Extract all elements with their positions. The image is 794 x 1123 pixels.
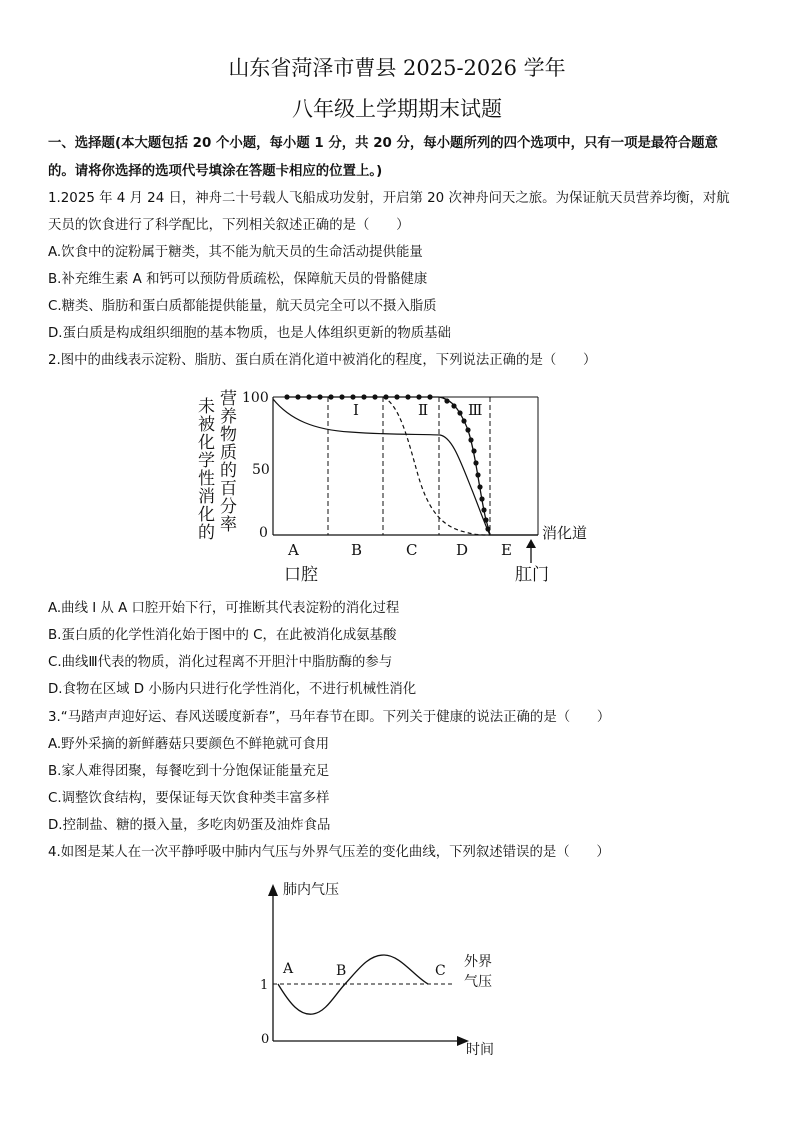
curve-label-ii: Ⅱ — [418, 401, 429, 419]
curve-dotted — [287, 397, 490, 535]
y-axis-label: 肺内气压 — [283, 882, 339, 898]
curve-label-iii: Ⅲ — [468, 401, 483, 419]
question-3-stem: 3.“马踏声声迎好运、春风送暖度新春”，马年春节在即。下列关于健康的说法正确的是（ ） — [48, 710, 611, 725]
page-title-line1: 山东省菏泽市曹县 2025-2026 学年 — [228, 56, 566, 80]
region-label-c: C — [406, 541, 418, 559]
y-tick-0: 0 — [261, 1032, 270, 1047]
digestion-figure — [190, 385, 610, 585]
y-axis-arrow — [268, 884, 278, 896]
x-axis-label: 时间 — [466, 1042, 494, 1058]
question-2-option-a: A.曲线 I 从 A 口腔开始下行，可推断其代表淀粉的消化过程 — [48, 601, 400, 616]
digestion-ylabel-col1: 未被化学性消化的 — [194, 397, 214, 541]
breathing-figure — [250, 876, 510, 1066]
anus-label: 肛门 — [515, 565, 549, 585]
curve-dotted-markers — [284, 394, 490, 531]
region-label-a: A — [288, 541, 299, 559]
curve-label-i: I — [353, 401, 359, 419]
digestion-ylabel-col2: 营养物质的百分率 — [216, 389, 236, 533]
point-label-c: C — [435, 963, 446, 979]
region-label-b: B — [351, 541, 363, 559]
region-label-e: E — [501, 541, 512, 559]
question-2-option-d: D.食物在区域 D 小肠内只进行化学性消化，不进行机械性消化 — [48, 682, 417, 697]
curve-solid — [273, 399, 490, 535]
question-3-option-b: B.家人难得团聚，每餐吃到十分饱保证能量充足 — [48, 764, 330, 779]
question-1-option-d: D.蛋白质是构成组织细胞的基本物质，也是人体组织更新的物质基础 — [48, 326, 451, 341]
question-3-option-c: C.调整饮食结构，要保证每天饮食种类丰富多样 — [48, 791, 330, 806]
question-2-option-b: B.蛋白质的化学性消化始于图中的 C，在此被消化成氨基酸 — [48, 628, 397, 643]
question-1-stem: 1.2025 年 4 月 24 日，神舟二十号载人飞船成功发射，开启第 20 次神舟问天之旅。为保证航天员营养均衡，对航 — [48, 191, 730, 206]
question-4-stem: 4.如图是某人在一次平静呼吸中肺内气压与外界气压差的变化曲线，下列叙述错误的是（ ） — [48, 845, 610, 860]
x-axis-label: 消化道 — [542, 524, 588, 542]
y-tick-50: 50 — [252, 462, 270, 478]
question-1-stem: 天员的饮食进行了科学配比，下列相关叙述正确的是（ ） — [48, 218, 410, 233]
pressure-curve — [278, 955, 428, 1014]
section-instruction: 一、选择题(本大题包括 20 个小题，每小题 1 分，共 20 分，每小题所列的四个选项中，只有一项是最符合题意 — [48, 136, 718, 151]
y-tick-100: 100 — [242, 390, 269, 406]
page-title-line2: 八年级上学期期末试题 — [292, 97, 502, 121]
question-3-option-d: D.控制盐、糖的摄入量，多吃肉奶蛋及油炸食品 — [48, 818, 331, 833]
question-2-stem: 2.图中的曲线表示淀粉、脂肪、蛋白质在消化道中被消化的程度，下列说法正确的是（ ） — [48, 353, 597, 368]
question-1-option-b: B.补充维生素 A 和钙可以预防骨质疏松，保障航天员的骨骼健康 — [48, 272, 428, 287]
mouth-label: 口腔 — [284, 565, 318, 585]
anus-arrow-head — [526, 539, 536, 548]
point-label-a: A — [283, 961, 294, 977]
question-2-option-c: C.曲线Ⅲ代表的物质，消化过程离不开胆汁中脂肪酶的参与 — [48, 655, 393, 670]
question-3-option-a: A.野外采摘的新鲜蘑菇只要颜色不鲜艳就可食用 — [48, 737, 329, 752]
question-1-option-c: C.糖类、脂肪和蛋白质都能提供能量，航天员完全可以不摄入脂质 — [48, 299, 437, 314]
region-label-d: D — [456, 541, 469, 559]
section-instruction: 的。请将你选择的选项代号填涂在答题卡相应的位置上。) — [48, 164, 383, 179]
external-pressure-label: 外界 — [464, 954, 492, 970]
question-1-option-a: A.饮食中的淀粉属于糖类，其不能为航天员的生命活动提供能量 — [48, 245, 423, 260]
y-tick-0: 0 — [259, 525, 268, 541]
external-pressure-label: 气压 — [464, 974, 492, 990]
y-tick-1: 1 — [260, 978, 269, 993]
point-label-b: B — [336, 963, 347, 979]
